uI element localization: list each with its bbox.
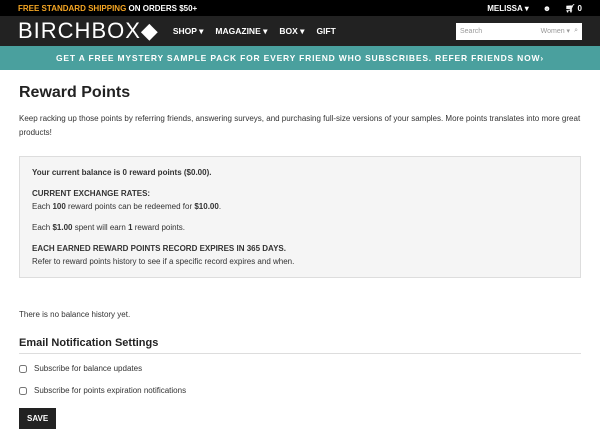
logo[interactable]: BIRCHBOX◆ <box>18 18 159 43</box>
rate-earn: Each $1.00 spent will earn 1 reward points. <box>32 223 186 232</box>
user-menu[interactable]: MELISSA ▾ <box>487 3 529 13</box>
intro-text: Keep racking up those points by referring friends, answering surveys, and purchasing full-size versions of your samples. More points translates into more great products! <box>19 114 581 137</box>
nav-gift[interactable]: GIFT <box>316 26 336 36</box>
balance-updates-option[interactable]: Subscribe for balance updates <box>19 364 581 373</box>
nav-shop[interactable]: SHOP ▾ <box>172 25 204 36</box>
nav-magazine[interactable]: MAGAZINE ▾ <box>215 25 268 36</box>
rate-redeem: Each 100 reward points can be redeemed for $10.00. <box>32 202 222 211</box>
nav-box[interactable]: BOX ▾ <box>279 25 305 36</box>
referral-banner[interactable]: GET A FREE MYSTERY SAMPLE PACK FOR EVERY FRIEND WHO SUBSCRIBES. REFER FRIENDS NOW› <box>0 46 600 70</box>
expiration-checkbox[interactable] <box>19 387 27 395</box>
no-history-text: There is no balance history yet. <box>19 310 131 319</box>
main-nav <box>0 16 600 46</box>
top-bar <box>0 0 600 16</box>
cart-button[interactable]: 🛒︎ 0 <box>565 3 582 13</box>
save-button[interactable]: SAVE <box>19 408 56 429</box>
balance-text: Your current balance is 0 reward points ($0.00). <box>32 168 212 177</box>
search-input[interactable]: Search Women ▾ ⌕ <box>456 23 582 40</box>
shipping-banner: FREE STANDARD SHIPPING ON ORDERS $50+ <box>18 3 198 13</box>
balance-updates-checkbox[interactable] <box>19 365 27 373</box>
balance-info-box: Your current balance is 0 reward points ($0.00). CURRENT EXCHANGE RATES: Each 100 reward points can be redeemed for $10.00. Each $1.00 spent will earn 1 reward points. EACH EARNED REWARD POINTS RECORD EXPIRES IN 365 DAYS. Refer to reward points history to see if a specific record expires and when. <box>19 156 581 278</box>
smiley-icon[interactable]: ☻ <box>542 3 552 13</box>
expiration-option[interactable]: Subscribe for points expiration notifications <box>19 386 581 395</box>
email-settings-heading: Email Notification Settings <box>19 337 581 354</box>
cart-icon: 🛒︎ <box>565 3 576 13</box>
page-title: Reward Points <box>19 84 131 101</box>
search-scope-select[interactable]: Women ▾ <box>540 28 571 35</box>
search-icon[interactable]: ⌕ <box>574 27 578 34</box>
